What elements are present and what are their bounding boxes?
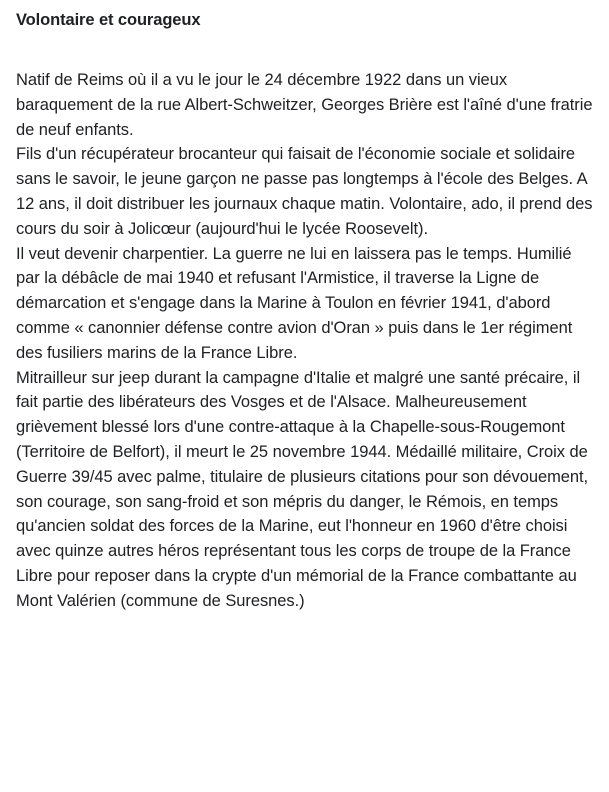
article bbox=[16, 8, 598, 614]
paragraph-death-honours: Mitrailleur sur jeep durant la campagne d'Italie et malgré une santé précaire, il fait partie des libérateurs des Vosges et de l'Alsace. Malheureusement grièvement blessé lors d'une contre-attaque à la Chapelle-sous-Rougemont (Territoire de Belfort), il meurt le 25 novembre 1944. Médaillé militaire, Croix de Guerre 39/45 avec palme, titulaire de plusieurs citations pour son dévouement, son courage, son sang-froid et son mépris du danger, le Rémois, en temps qu'ancien soldat des forces de la Marine, eut l'honneur en 1960 d'être choisi avec quinze autres héros représentant tous les corps de troupe de la France Libre pour reposer dans la crypte d'un mémorial de la France combattante au Mont Valérien (commune de Suresnes.) bbox=[16, 368, 589, 610]
article-body bbox=[16, 68, 598, 614]
paragraph-childhood: Fils d'un récupérateur brocanteur qui faisait de l'économie sociale et solidaire sans le savoir, le jeune garçon ne passe pas longtemps à l'école des Belges. A 12 ans, il doit distribuer les journaux chaque matin. Volontaire, ado, il prend des cours du soir à Jolicœur (aujourd'hui le lycée Roosevelt). bbox=[16, 145, 593, 238]
article-heading: Volontaire et courageux bbox=[16, 11, 201, 29]
paragraph-birth: Natif de Reims où il a vu le jour le 24 décembre 1922 dans un vieux baraquement de la rue Albert-Schweitzer, Georges Brière est l'aîné d'une fratrie de neuf enfants. bbox=[16, 71, 593, 139]
paragraph-enlistment: Il veut devenir charpentier. La guerre ne lui en laissera pas le temps. Humilié par la débâcle de mai 1940 et refusant l'Armistice, il traverse la Ligne de démarcation et s'engage dans la Marine à Toulon en février 1941, d'abord comme « canonnier défense contre avion d'Oran » puis dans le 1er régiment des fusiliers marins de la France Libre. bbox=[16, 244, 573, 362]
